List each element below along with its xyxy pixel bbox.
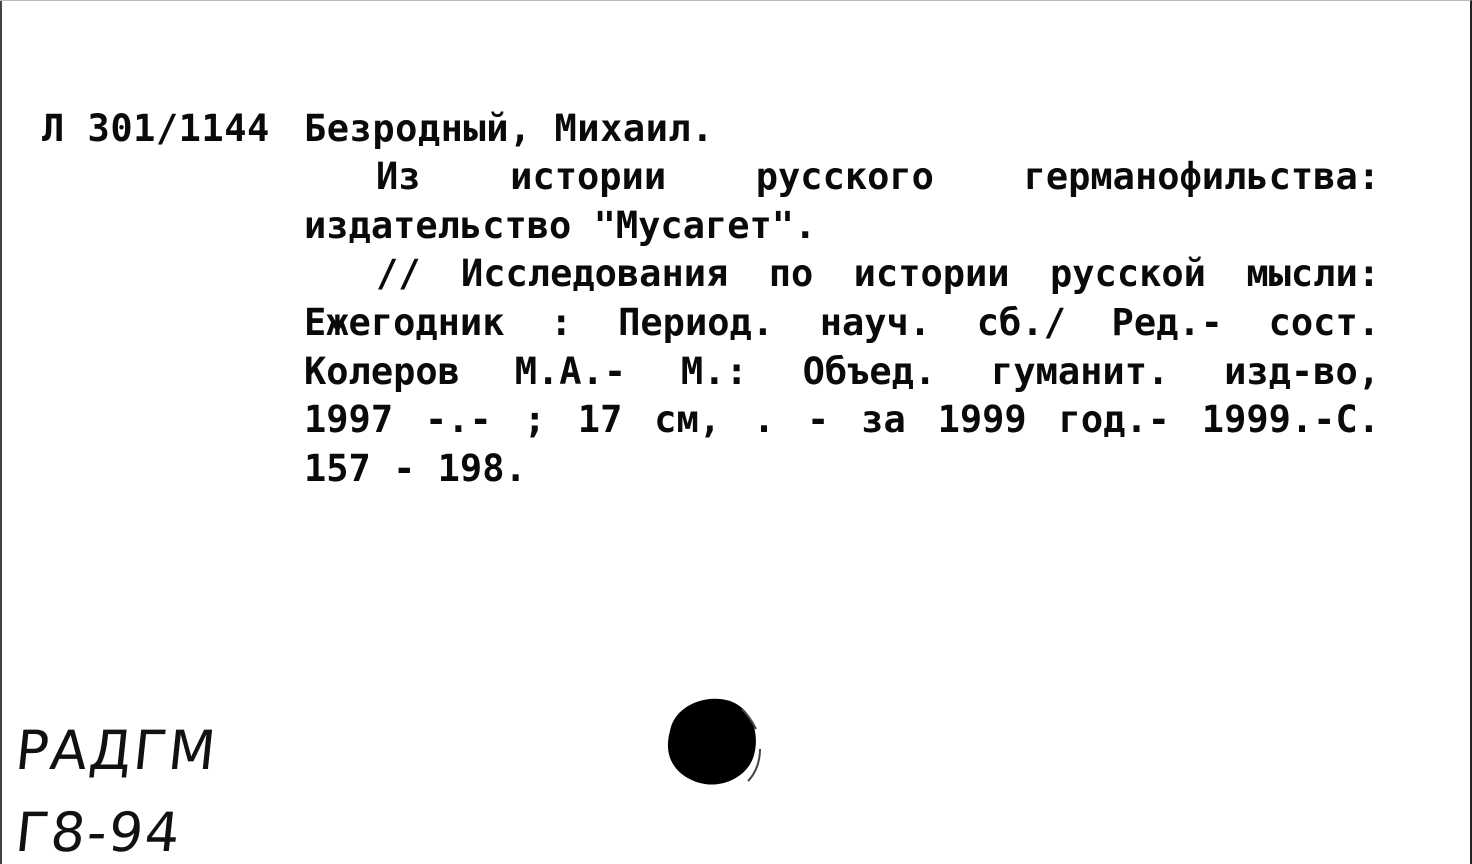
publisher-line: Колеров М.А.- М.: Объед. гуманит. изд-во, [304,349,1380,393]
shelfmark: Л 301/1144 [42,107,270,150]
series-line-2: Ежегодник : Период. науч. сб./ Ред.- сост. [304,301,1380,345]
pages-line: 157 - 198. [304,447,527,491]
title-line-1: Из истории русского германофильства: [376,155,1380,198]
punch-hole-icon [656,689,766,793]
handwritten-fund-code: Г8-94 [12,801,185,864]
title-line-2: издательство "Мусагет". [304,203,817,247]
series-line-1: // Исследования по истории русской мысли: [376,252,1380,296]
year-pages-line: 1997 -.- ; 17 см, . - за 1999 год.- 1999.-С. [304,398,1380,442]
handwritten-archive-code: РАДГМ [12,719,221,782]
bibliographic-description [304,153,1380,494]
author-heading: Безродный, Михаил. [304,107,714,150]
